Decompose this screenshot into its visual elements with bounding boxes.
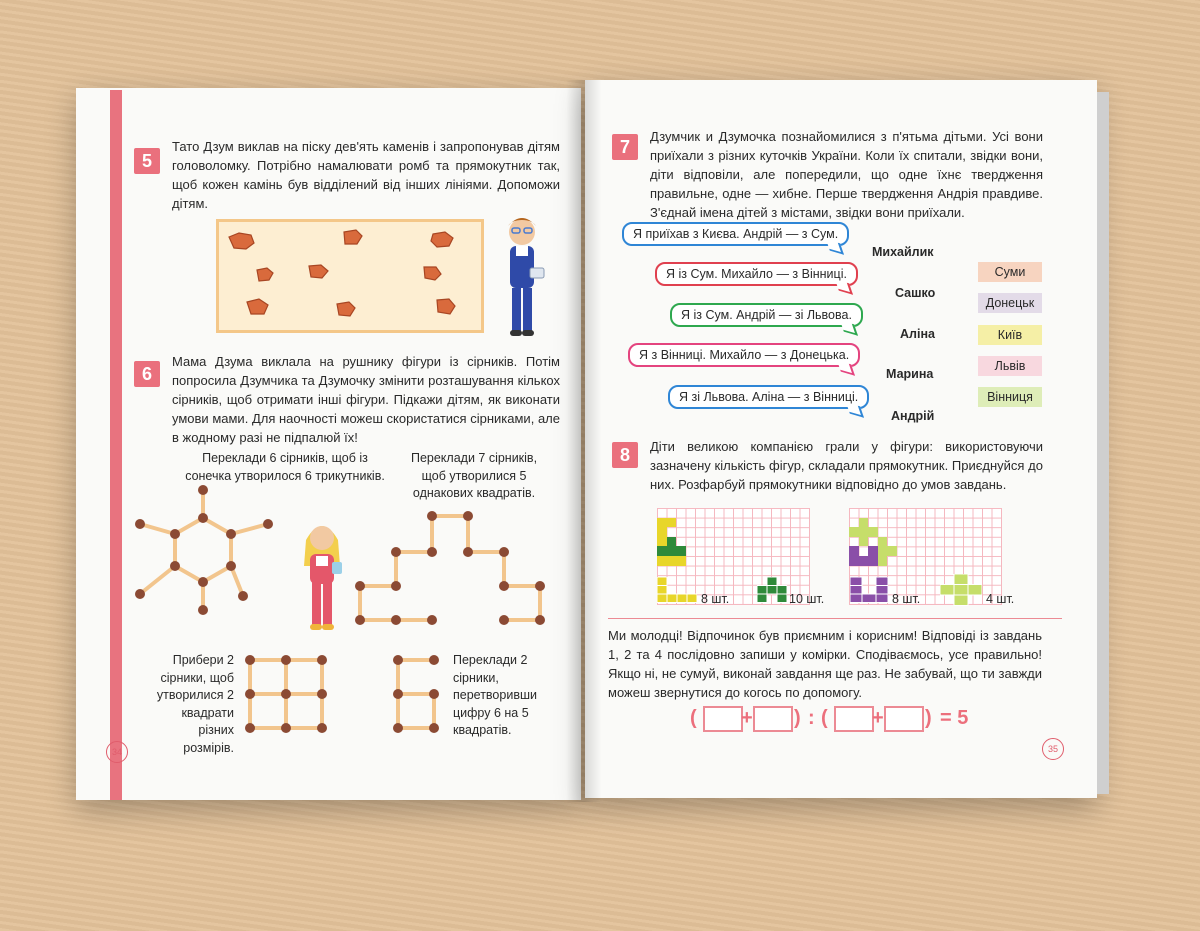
city-sumy: Суми [978, 262, 1042, 282]
matchstick-grid-figure [244, 654, 328, 736]
child-name-alina: Аліна [900, 327, 935, 341]
purple-u-piece [850, 577, 888, 603]
formula-close-paren-2: ) [925, 707, 932, 729]
answer-box-2[interactable] [753, 706, 793, 732]
formula-open-paren-2: ( [821, 707, 828, 729]
dzumochka-illustration [296, 518, 348, 638]
puzzle-d-text: Переклади 2 сірники, перетворивши цифру 6 на 5 квадратів. [453, 653, 537, 737]
count-purple-pieces: 8 шт. [892, 592, 921, 606]
left-page-number: 34 [106, 741, 128, 763]
city-vinnytsia: Вінниця [978, 387, 1042, 407]
stone [309, 265, 328, 278]
divider-line [608, 618, 1062, 619]
answer-box-4[interactable] [884, 706, 924, 732]
task-8-text: Діти великою компанією грали у фігури: використовуючи зазначену кількість фігур, складали прямокутник. Приєднуйся до них. Розфарбуй прямокутники відповідно до умов завдань. [650, 439, 1043, 492]
formula-plus-2: + [872, 707, 884, 729]
stone [257, 268, 273, 281]
task-6-number: 6 [134, 361, 160, 387]
child-name-sashko: Сашко [895, 286, 936, 300]
green-t-piece [757, 577, 787, 603]
right-page-number: 35 [1042, 738, 1064, 760]
page-stack-edge [1097, 92, 1109, 794]
statement-bubble-mykhaylyk: Я приїхав з Києва. Андрій — з Сум. [622, 222, 849, 246]
puzzle-a-text: Переклади 6 сірників, щоб із сонечка утворилося 6 трикутників. [185, 451, 385, 483]
count-lime-pieces: 4 шт. [986, 592, 1015, 606]
matchstick-digit-six-figure [392, 654, 442, 736]
formula-divide: : [808, 707, 815, 729]
task-8-number: 8 [612, 442, 638, 468]
stone [229, 233, 254, 249]
child-name-andriy: Андрій [891, 409, 935, 423]
father-dzum-illustration [494, 212, 550, 342]
count-green-pieces: 10 шт. [789, 592, 825, 606]
task-7-text: Дзумчик и Дзумочка познайомилися з п'ятьма дітьми. Усі вони приїхали з різних куточків України. Коли їх спитали, звідки вони, діти відповіли, але попередили, що одне їхнє твердження правильне, одне — хибне. Перше твердження Андрія правдиве. З'єднай імена дітей з містами, звідки вони приїхали. [650, 129, 1043, 220]
task-7-number: 7 [612, 134, 638, 160]
puzzle-b-text: Переклади 7 сірників, щоб утворилися 5 однакових квадратів. [410, 451, 538, 500]
sand-stones-picture [216, 219, 484, 333]
statement-bubble-alina: Я із Сум. Андрій — зі Львова. [670, 303, 863, 327]
stone [344, 230, 362, 244]
stone [431, 232, 453, 247]
stone [437, 299, 455, 314]
city-lviv: Львів [978, 356, 1042, 376]
answer-box-1[interactable] [703, 706, 743, 732]
formula-equals: = 5 [940, 707, 969, 729]
child-name-mykhaylyk: Михайлик [872, 245, 934, 259]
task-5-text: Тато Дзум виклав на піску дев'ять каменів і запропонував дітям головоломку. Потрібно намалювати ромб та прямокутник так, щоб кожен камінь був відділений від інших лініями. Допоможи дітям. [172, 139, 560, 211]
lime-cross-piece [940, 574, 982, 606]
book-spine [566, 80, 602, 802]
task-6-text: Мама Дзума виклала на рушнику фігури із сірників. Потім попросила Дзумчика та Дзумочку змінити розташування кількох сірників, щоб отримати інші фігури. Підкажи дітям, як виконати умови мами. Для наочності можеш скористатися сірниками, але в жодному разі не підпалюй їх! [172, 354, 560, 445]
city-donetsk: Донецьк [978, 293, 1042, 313]
formula-plus-1: + [741, 707, 753, 729]
formula-open-paren-1: ( [690, 707, 697, 729]
child-name-maryna: Марина [886, 367, 934, 381]
left-page-accent-bar [110, 90, 122, 800]
answer-box-3[interactable] [834, 706, 874, 732]
matchstick-sun-figure [128, 478, 278, 618]
formula-close-paren-1: ) [794, 707, 801, 729]
stone [247, 299, 268, 314]
task-5-number: 5 [134, 148, 160, 174]
stone [424, 267, 441, 280]
statement-bubble-maryna: Я з Вінниці. Михайло — з Донецька. [628, 343, 860, 367]
puzzle-c-text: Прибери 2 сірники, щоб утворилися 2 квадрати різних розмірів. [156, 653, 234, 755]
stone [337, 302, 355, 316]
city-kyiv: Київ [978, 325, 1042, 345]
statement-bubble-sashko: Я із Сум. Михайло — з Вінниці. [655, 262, 858, 286]
conclusion-text: Ми молодці! Відпочинок був приємним і корисним! Відповіді із завдань 1, 2 та 4 послідовно запиши у комірки. Сподіваємось, усе правильно! Якщо ні, не сумуй, виконай завдання ще раз. Не забувай, що ти завжди можеш звернутися до когось по допомогу. [608, 628, 1042, 700]
matchstick-stairs-figure [352, 508, 552, 626]
statement-bubble-andriy: Я зі Львова. Аліна — з Вінниці. [668, 385, 869, 409]
yellow-l-piece [657, 577, 697, 603]
count-yellow-pieces: 8 шт. [701, 592, 730, 606]
